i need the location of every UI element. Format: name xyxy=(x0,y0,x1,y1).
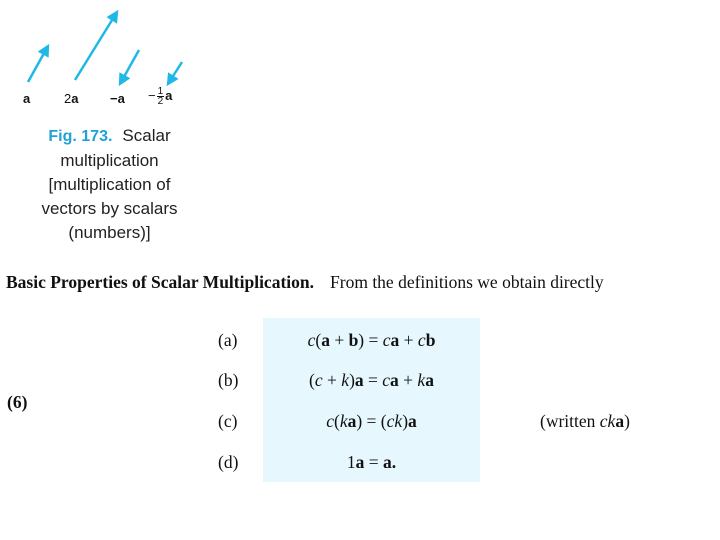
equation-note: (written cka) xyxy=(540,411,630,431)
vector-a-arrow xyxy=(28,46,48,82)
label-half-fraction xyxy=(157,87,165,106)
equation-tag: (b) xyxy=(218,370,239,390)
equation-tag: (c) xyxy=(218,411,238,431)
label-a: a xyxy=(23,91,31,106)
vector-2a-arrow xyxy=(75,12,117,80)
half-denominator: 2 xyxy=(157,96,164,107)
label-neg-half-a xyxy=(148,87,172,106)
equation-row-c xyxy=(0,411,720,451)
label-2a-vec: a xyxy=(71,91,79,106)
equation-row-d xyxy=(0,452,720,492)
label-2a-coef: 2 xyxy=(64,91,72,106)
half-numerator: 1 xyxy=(157,86,164,97)
label-neg-a: −a xyxy=(110,91,125,106)
label-half-vec: a xyxy=(165,87,173,103)
heading-continuation: From the definitions we obtain directly xyxy=(330,272,604,292)
vector-neg-half-a-arrow xyxy=(168,62,182,84)
equation-body: c(a + b) = ca + cb xyxy=(307,330,436,350)
equation-body: (c + k)a = ca + ka xyxy=(309,370,434,390)
equation-row-a xyxy=(0,330,720,370)
equation-tag: (a) xyxy=(218,330,238,350)
section-heading-line xyxy=(6,272,604,293)
equation-body: c(ka) = (ck)a xyxy=(326,411,417,431)
equation-tag: (d) xyxy=(218,452,239,472)
label-2a xyxy=(64,91,78,106)
equation-body: 1a = a. xyxy=(346,452,397,472)
figure-caption-text: Scalar multiplication [multiplication of vectors by scalars (numbers)] xyxy=(41,126,178,242)
equation-row-b xyxy=(0,370,720,410)
figure-caption-label: Fig. 173. xyxy=(48,128,113,145)
section-heading: Basic Properties of Scalar Multiplication. xyxy=(6,272,315,292)
equation-number: (6) xyxy=(7,392,28,412)
figure-caption xyxy=(22,124,197,245)
vector-neg-a-arrow xyxy=(120,50,139,84)
label-half-sign: − xyxy=(148,87,156,103)
